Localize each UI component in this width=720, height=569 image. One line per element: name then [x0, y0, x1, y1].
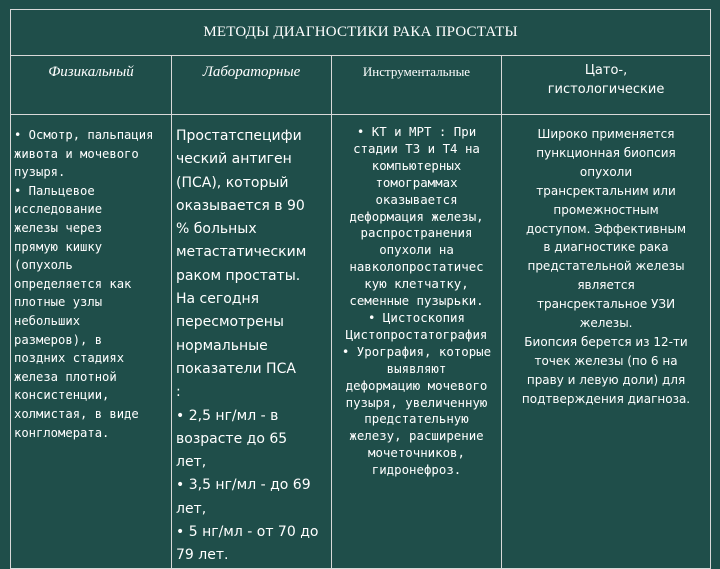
text-line: компьютерных	[371, 157, 462, 173]
text-line: железу, расширение	[349, 428, 484, 444]
text-line: холмистая, в виде	[14, 406, 139, 421]
text-line: • 3,5 нг/мл - до 69	[176, 477, 311, 494]
text-line: деформацию мочевого	[345, 377, 488, 393]
text-line: оказывается в 90	[176, 197, 305, 214]
text-line: • 2,5 нг/мл - в	[176, 407, 279, 424]
text-line: Простатспецифи	[176, 128, 302, 144]
header-cyto-histological	[502, 56, 711, 115]
text-line: распространения	[360, 225, 473, 241]
text-line: пункционная биопсия	[536, 145, 676, 160]
text-line: Биопсия берется из 12-ти	[524, 334, 688, 349]
title-row	[11, 10, 711, 56]
header-instrumental: Инструментальные	[332, 56, 502, 115]
content-row	[11, 115, 711, 569]
text-line: пересмотрены	[176, 314, 284, 331]
text-line: промежностным	[553, 202, 659, 217]
text-line: • 5 нг/мл - от 70 до	[176, 524, 319, 541]
header-row	[11, 56, 711, 115]
text-line: выявляют	[386, 360, 447, 376]
laboratory-methods-cell	[172, 115, 332, 569]
text-line: семенные пузырьки.	[349, 293, 484, 309]
cyto-histological-methods-cell	[502, 115, 711, 569]
text-line: гидронефроз.	[371, 462, 462, 478]
text-line: нормальные	[176, 337, 268, 354]
text-line: железа плотной	[14, 369, 117, 384]
text-line: стадии Т3 и Т4 на	[353, 140, 480, 156]
text-line: мочеточников,	[368, 445, 465, 461]
text-line: трансректальним или	[536, 183, 676, 198]
text-line: • Цистоскопия	[368, 309, 465, 325]
instrumental-methods-cell	[332, 115, 502, 569]
text-line: раком простаты.	[176, 267, 301, 284]
text-line: точек железы (по 6 на	[534, 353, 678, 368]
text-line: показатели ПСА	[176, 360, 296, 377]
text-line: подтверждения диагноза.	[521, 391, 691, 406]
text-line: (ПСА), который	[176, 174, 289, 191]
text-line: пузыря, увеличенную	[345, 394, 488, 410]
text-line: метастатическим	[176, 244, 307, 261]
text-line: праву и левую доли) для	[526, 372, 686, 387]
text-line: • Осмотр, пальпация	[14, 128, 154, 142]
text-line: консистенции,	[14, 388, 110, 403]
text-line: томограммах	[375, 174, 458, 190]
text-line: железы через	[14, 220, 103, 235]
text-line: деформация железы,	[349, 208, 484, 224]
text-line: • Урография, которые	[341, 343, 492, 359]
physical-methods-cell	[11, 115, 172, 569]
text-line: прямую кишку	[14, 239, 103, 254]
diagnostics-table	[10, 9, 711, 569]
text-line: плотные узлы	[14, 295, 103, 310]
text-line: исследование	[14, 202, 103, 217]
text-line: размеров), в	[14, 332, 103, 347]
text-line: конгломерата.	[14, 425, 110, 440]
text-line: лет,	[176, 500, 207, 517]
text-line: ческий антиген	[176, 151, 292, 168]
text-line: оказывается	[375, 191, 458, 207]
text-line: • КТ и МРТ : При	[356, 124, 477, 139]
text-line: опухоли	[579, 164, 633, 179]
text-line: живота и мочевого	[14, 146, 139, 161]
text-line: навколопростатичес	[349, 259, 484, 275]
text-line: (опухоль	[14, 258, 73, 273]
text-line: небольших	[14, 313, 81, 328]
table-title: МЕТОДЫ ДИАГНОСТИКИ РАКА ПРОСТАТЫ	[11, 10, 711, 56]
text-line: возрасте до 65	[176, 430, 288, 447]
text-line: :	[176, 384, 181, 401]
text-line: в диагностике рака	[543, 240, 669, 255]
text-line: % больных	[176, 221, 257, 238]
header-laboratory: Лабораторные	[172, 56, 332, 115]
text-line: пузыря.	[14, 165, 66, 180]
text-line: Цистопростатография	[345, 326, 488, 342]
text-line: опухоли на	[379, 242, 454, 258]
text-line: предстательную	[364, 411, 469, 427]
text-line: лет,	[176, 454, 207, 471]
text-line: определяется как	[14, 276, 132, 291]
text-line: железы.	[579, 316, 633, 331]
header-cyto-line-1: Цато-,	[584, 63, 628, 78]
text-line: поздних стадиях	[14, 351, 125, 366]
text-line: • Пальцевое	[14, 183, 95, 198]
text-line: кую клетчатку,	[364, 276, 469, 292]
text-line: является	[577, 278, 635, 293]
text-line: трансректальное УЗИ	[536, 297, 676, 312]
header-physical: Физикальный	[11, 56, 172, 115]
text-line: доступом. Эффективным	[526, 221, 686, 236]
text-line: предстательной железы	[527, 259, 685, 274]
text-line: На сегодня	[176, 291, 260, 308]
text-line: 79 лет.	[176, 547, 229, 564]
header-cyto-line-2: гистологические	[547, 81, 665, 97]
text-line: Широко применяется	[537, 127, 675, 141]
